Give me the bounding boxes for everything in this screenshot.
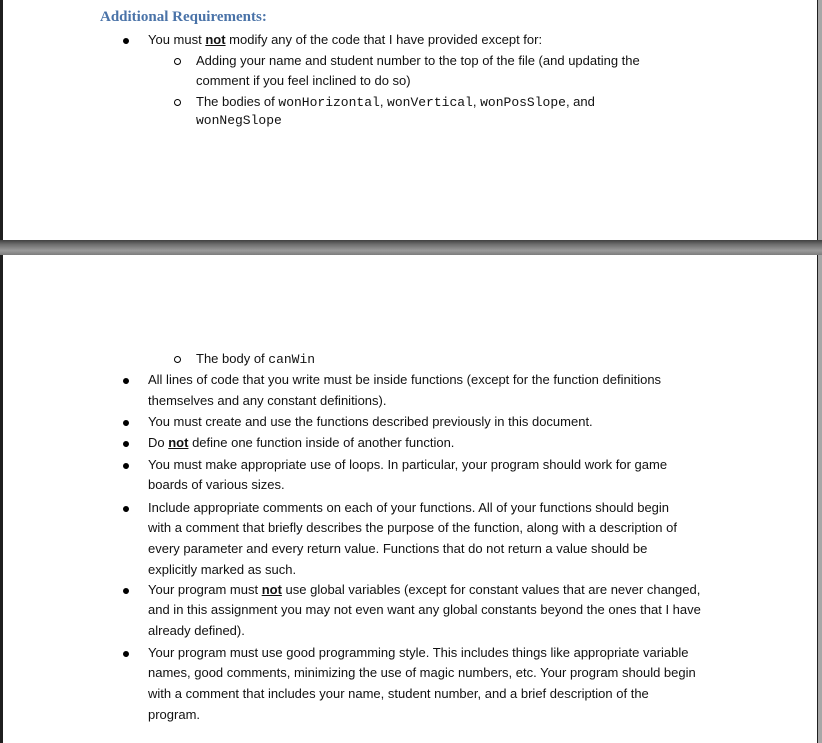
- list-item-continuation: names, good comments, minimizing the use of magic numbers, etc. Your program should begin: [148, 665, 696, 680]
- sub-list-item: Adding your name and student number to the top of the file (and updating the: [196, 53, 640, 68]
- list-item-continuation: with a comment that includes your name, student number, and a brief description of the: [148, 686, 649, 701]
- document-page-1: [0, 0, 818, 240]
- list-item-text: The bodies of: [196, 94, 279, 109]
- bullet-icon: [123, 441, 129, 447]
- list-item-continuation: program.: [148, 707, 201, 722]
- list-item-text: define one function inside of another function.: [188, 435, 455, 450]
- code-identifier: wonNegSlope: [196, 113, 282, 128]
- list-item-continuation: with a comment that briefly describes the purpose of the function, along with a description of: [148, 520, 677, 535]
- code-identifier: wonVertical: [387, 95, 473, 110]
- list-item-continuation: every parameter and every return value. Functions that do not return a value should be: [148, 541, 648, 556]
- list-item: [148, 433, 454, 453]
- emphasis-text: not: [168, 435, 189, 450]
- list-item-text: modify any of the code that I have provided except for:: [225, 32, 543, 47]
- list-item-text: The body of: [196, 351, 269, 366]
- list-item: All lines of code that you write must be inside functions (except for the function definitions: [148, 372, 662, 387]
- bullet-icon: [123, 506, 129, 512]
- section-heading: Additional Requirements:: [100, 9, 267, 25]
- sub-list-item: [196, 349, 315, 370]
- document-page-2: [0, 255, 818, 743]
- separator-text: , and: [565, 94, 595, 109]
- bullet-icon: [123, 378, 129, 384]
- bullet-icon: [123, 651, 129, 657]
- page-divider: [0, 240, 822, 255]
- list-item: [148, 30, 542, 50]
- sub-bullet-icon: [174, 99, 181, 106]
- list-item: You must create and use the functions described previously in this document.: [148, 414, 593, 429]
- list-item: Include appropriate comments on each of your functions. All of your functions should begin: [148, 500, 670, 515]
- sub-list-item: [196, 92, 595, 113]
- list-item-text: Do: [148, 435, 169, 450]
- list-item-text: Your program must: [148, 582, 262, 597]
- bullet-icon: [123, 463, 129, 469]
- bullet-icon: [123, 420, 129, 426]
- bullet-icon: [123, 38, 129, 44]
- list-item-text: You must: [148, 32, 206, 47]
- sub-bullet-icon: [174, 58, 181, 65]
- separator-text: ,: [472, 94, 481, 109]
- emphasis-text: not: [261, 582, 282, 597]
- list-item-continuation: boards of various sizes.: [148, 477, 285, 492]
- code-identifier: canWin: [268, 352, 316, 367]
- list-item: Your program must use good programming style. This includes things like appropriate variable: [148, 645, 689, 660]
- code-identifier: wonPosSlope: [480, 95, 566, 110]
- list-item-continuation: and in this assignment you may not even want any global constants beyond the ones that I have: [148, 602, 701, 617]
- list-item: [148, 580, 700, 600]
- list-item-text: use global variables (except for constant values that are never changed,: [281, 582, 701, 597]
- separator-text: ,: [379, 94, 388, 109]
- bullet-icon: [123, 588, 129, 594]
- sub-list-item-continuation: comment if you feel inclined to do so): [196, 73, 411, 88]
- emphasis-text: not: [205, 32, 226, 47]
- sub-bullet-icon: [174, 356, 181, 363]
- code-identifier: wonHorizontal: [278, 95, 380, 110]
- list-item-continuation: themselves and any constant definitions).: [148, 393, 387, 408]
- list-item-continuation: already defined).: [148, 623, 245, 638]
- list-item: You must make appropriate use of loops. In particular, your program should work for game: [148, 457, 668, 472]
- list-item-continuation: explicitly marked as such.: [148, 562, 297, 577]
